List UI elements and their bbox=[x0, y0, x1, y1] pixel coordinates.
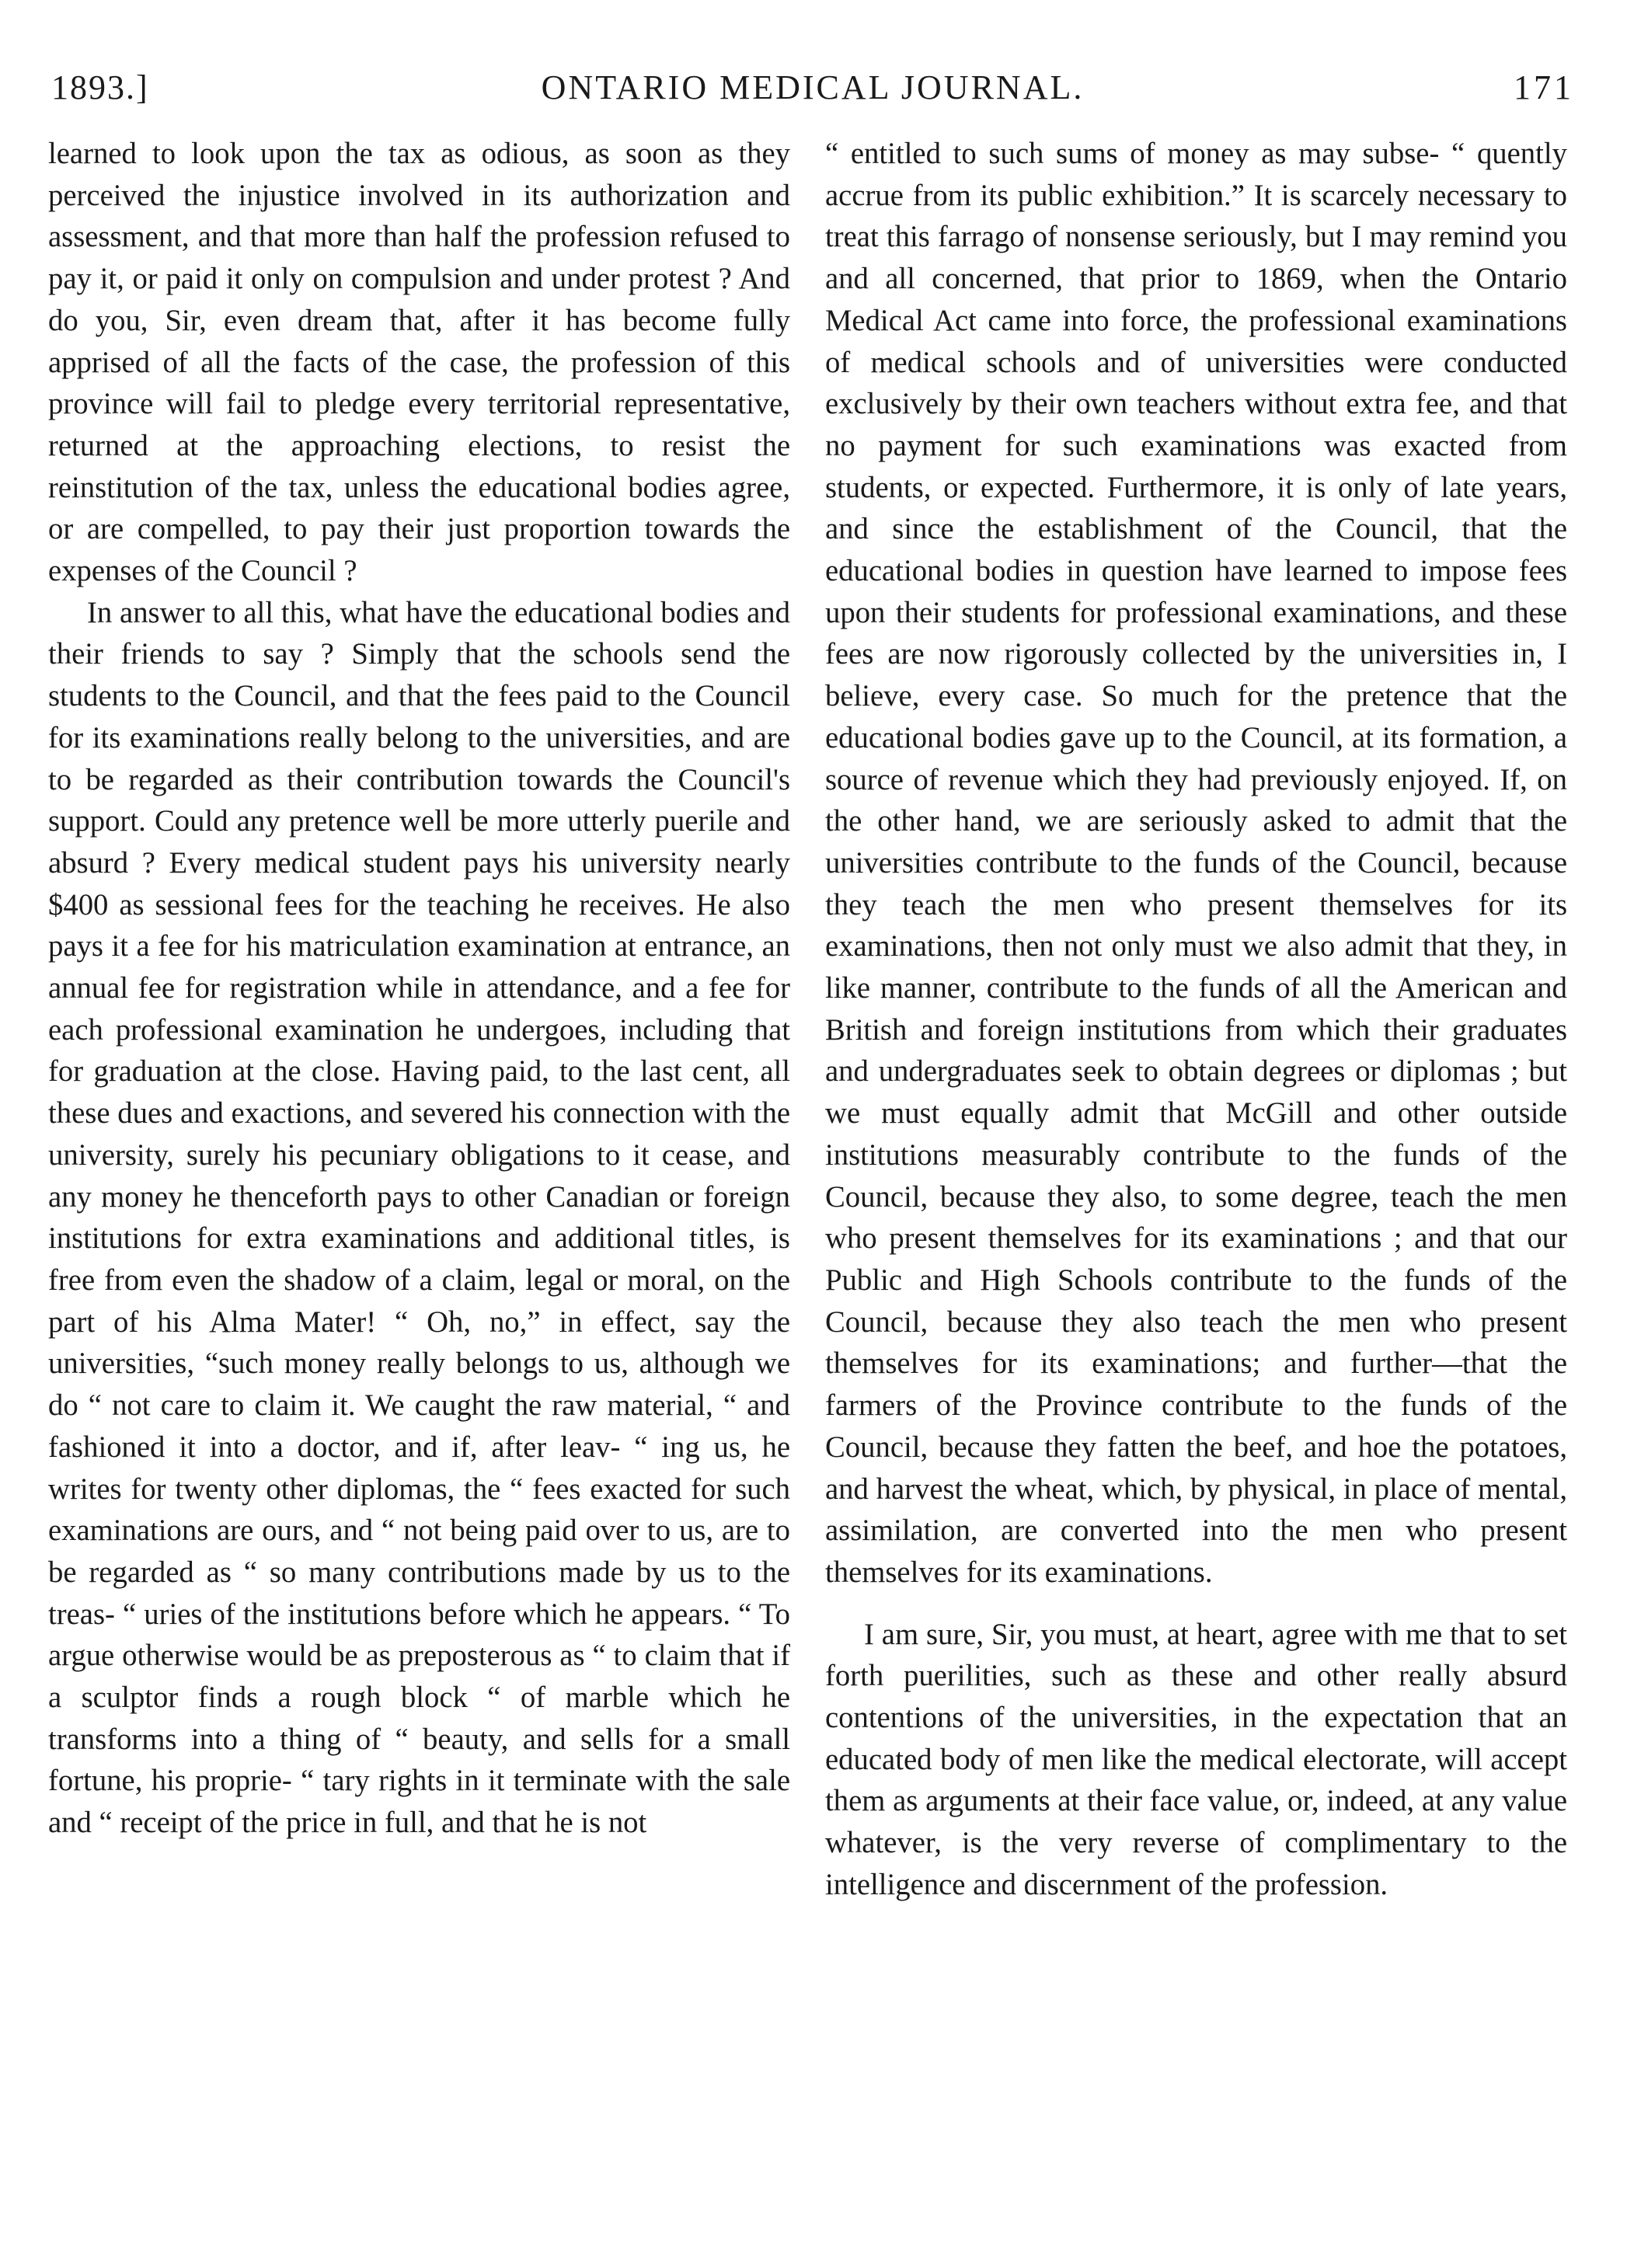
right-column bbox=[825, 134, 1567, 1907]
header-year: 1893.] bbox=[51, 68, 149, 106]
left-paragraph-1: learned to look upon the tax as odious, as soon as they perceived the injustice involved in its authorization and assessment, and that more than half the profession refused to pay it, or paid it only on compulsion and under protest ? And do you, Sir, even dream that, after it has become fully apprised of all the facts of the case, the profession of this province will fail to pledge every territorial representative, returned at the approaching elections, to resist the reinstitution of the tax, unless the educational bodies agree, or are compelled, to pay their just proportion towards the expenses of the Council ? bbox=[48, 138, 790, 588]
right-paragraph-2: I am sure, Sir, you must, at heart, agree with me that to set forth puerilities, such as these and other really absurd contentions of the universities, in the expectation that an educated body of men like the medical electorate, will accept them as arguments at their face value, or, indeed, at any value whatever, is the very reverse of complimentary to the intelligence and discernment of the profession. bbox=[825, 1618, 1567, 1901]
left-paragraph-2: In answer to all this, what have the educational bodies and their friends to say ? Simply that the schools send the students to the Council, and that the fees paid to the Council for its examinations really belong to the universities, and are to be regarded as their contribution towards the Council's support. Could any pretence well be more utterly puerile and absurd ? Every medical student pays his university nearly $400 as sessional fees for the teaching he receives. He also pays it a fee for his matriculation examination at entrance, an annual fee for registration while in attendance, and a fee for each professional examination he undergoes, including that for graduation at the close. Having paid, to the last cent, all these dues and exactions, and severed his connection with the university, surely his pecuniary obligations to it cease, and any money he thenceforth pays to other Canadian or foreign institutions for extra examinations and additional titles, is free from even the shadow of a claim, legal or moral, on the part of his Alma Mater! “ Oh, no,” in effect, say the universities, “such money really belongs to us, although we do “ not care to claim it. We caught the raw material, “ and fashioned it into a doctor, and if, after leav- “ ing us, he writes for twenty other diplomas, the “ fees exacted for such examinations are ours, and “ not being paid over to us, are to be regarded as “ so many contributions made by us to the treas- “ uries of the institutions before which he appears. “ To argue otherwise would be as preposterous as “ to claim that if a sculptor finds a rough block “ of marble which he transforms into a thing of “ beauty, and sells for a small fortune, his proprie- “ tary rights in it terminate with the sale and “ receipt of the price in full, and that he is not bbox=[48, 596, 790, 1840]
right-paragraph-1: “ entitled to such sums of money as may subse- “ quently accrue from its public exhibition.” It is scarcely necessary to treat this farrago of nonsense seriously, but I may remind you and all concerned, that prior to 1869, when the Ontario Medical Act came into force, the professional examinations of medical schools and of universities were conducted exclusively by their own teachers without extra fee, and that no payment for such examinations was exacted from students, or expected. Furthermore, it is only of late years, and since the establishment of the Council, that the educational bodies in question have learned to impose fees upon their students for professional examinations, and these fees are now rigorously collected by the universities in, I believe, every case. So much for the pretence that the educational bodies gave up to the Council, at its formation, a source of revenue which they had previously enjoyed. If, on the other hand, we are seriously asked to admit that the universities contribute to the funds of the Council, because they teach the men who present themselves for its examinations, then not only must we also admit that they, in like manner, contribute to the funds of all the American and British and foreign institutions from which their graduates and undergraduates seek to obtain degrees or diplomas ; but we must equally admit that McGill and other outside institutions measurably contribute to the funds of the Council, because they also, to some degree, teach the men who present themselves for its examinations ; and that our Public and High Schools contribute to the funds of the Council, because they also teach the men who present themselves for its examinations; and further—that the farmers of the Province contribute to the funds of the Council, because they fatten the beef, and hoe the potatoes, and harvest the wheat, which, by physical, in place of mental, assimilation, are converted into the men who present themselves for its examinations. bbox=[825, 138, 1567, 1589]
left-column bbox=[48, 134, 790, 1845]
journal-title: ONTARIO MEDICAL JOURNAL. bbox=[541, 68, 1085, 106]
page-number: 171 bbox=[1514, 68, 1574, 106]
running-header bbox=[51, 61, 1574, 115]
